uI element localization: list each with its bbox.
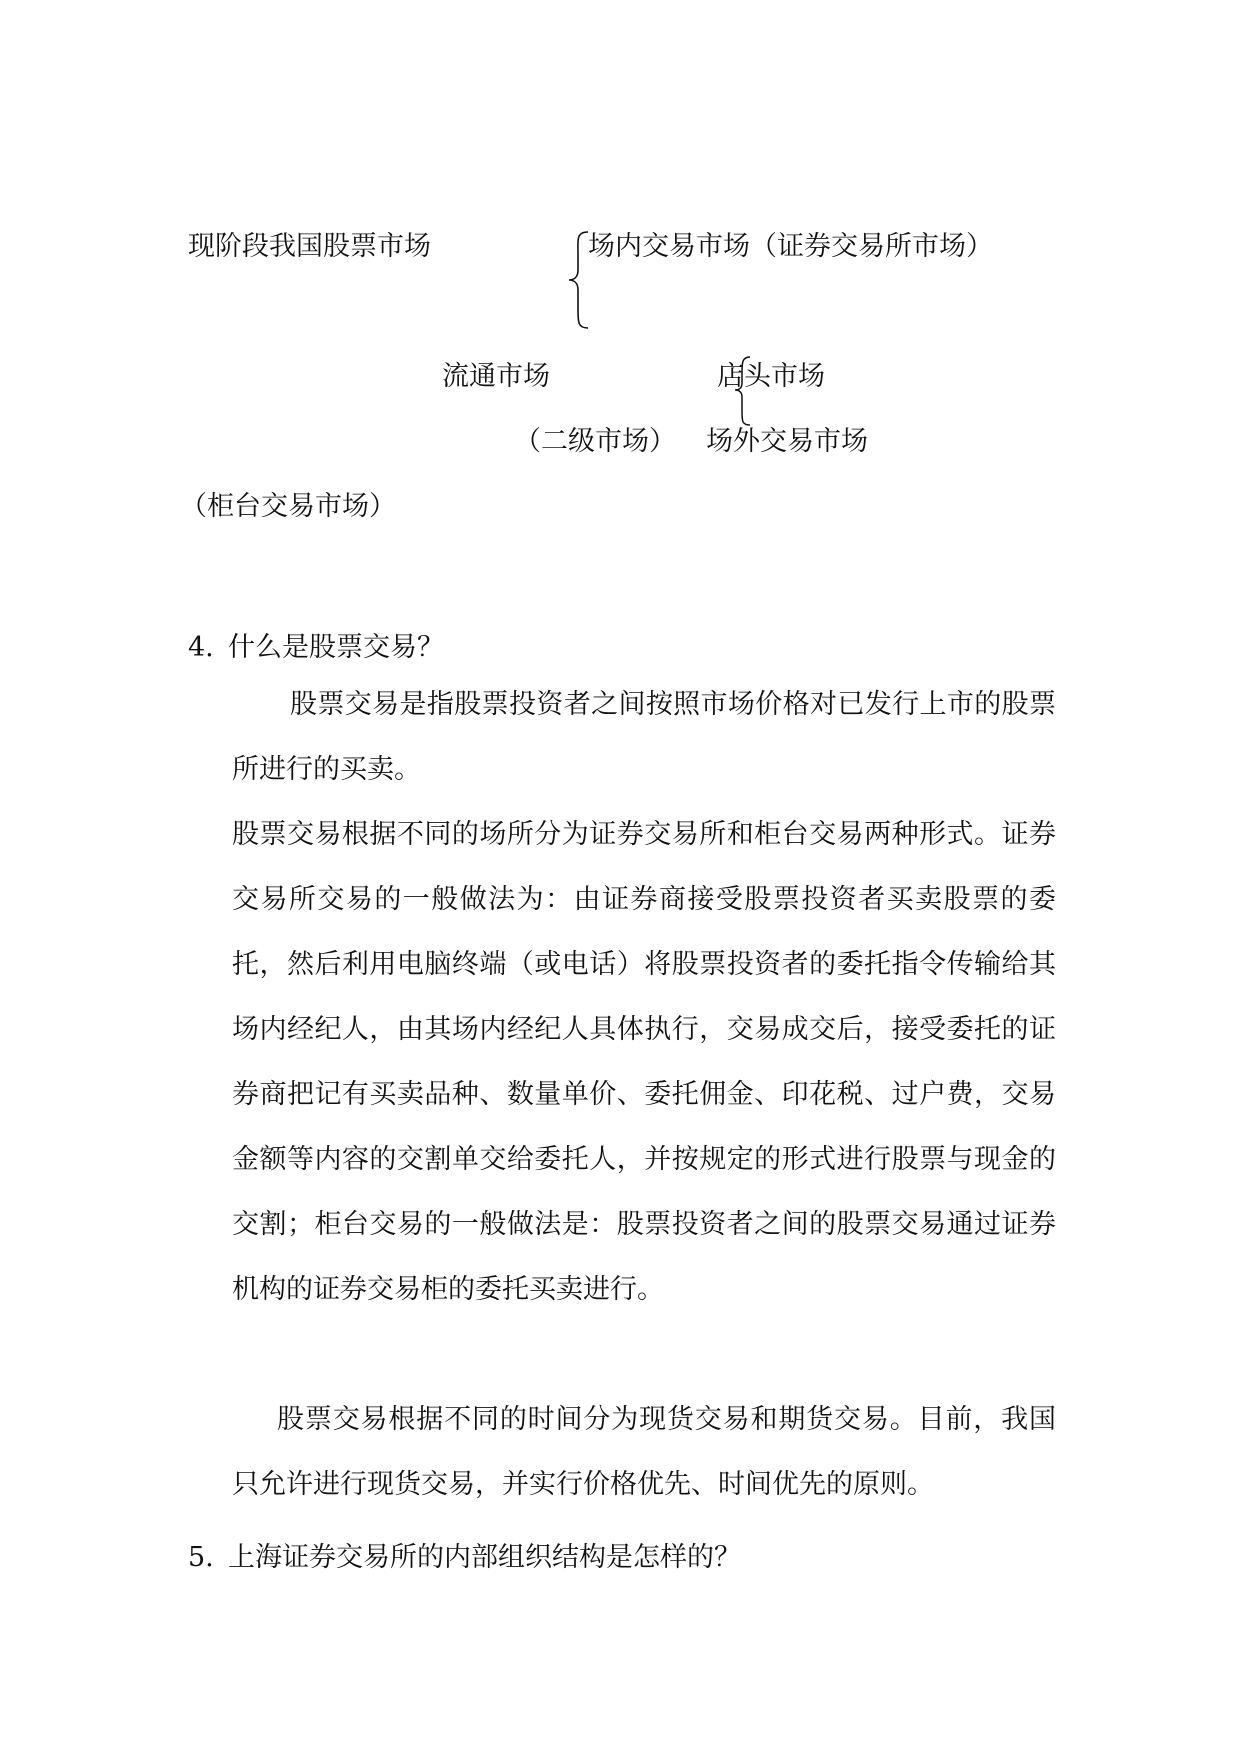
section-4-paragraph-3: 股票交易根据不同的时间分为现货交易和期货交易。目前，我国只允许进行现货交易，并实行价格优先、时间优先的原则。: [232, 1404, 1056, 1500]
diagram-secondary-market: （二级市场）: [514, 426, 676, 457]
section-5-number: 5.: [188, 1542, 214, 1573]
section-5-title: 上海证券交易所的内部组织结构是怎样的？: [228, 1542, 741, 1573]
diagram-counter-market: （柜台交易市场）: [180, 491, 396, 522]
diagram-otc-market: 场外交易市场: [706, 426, 868, 457]
diagram-shop-market: 店头市场: [717, 361, 825, 392]
small-left-brace-icon: [732, 355, 754, 427]
diagram-exchange-market: 场内交易市场（证券交易所市场）: [588, 231, 993, 262]
section-4-paragraph-1: 股票交易是指股票投资者之间按照市场价格对已发行上市的股票所进行的买卖。: [232, 689, 1056, 785]
section-4-number: 4.: [188, 632, 214, 663]
section-4-paragraph-2: 股票交易根据不同的场所分为证券交易所和柜台交易两种形式。证券交易所交易的一般做法为：由证券商接受股票投资者买卖股票的委托，然后利用电脑终端（或电话）将股票投资者的委托指令传输给其场内经纪人，由其场内经纪人具体执行，交易成交后，接受委托的证券商把记有买卖品种、数量单价、委托佣金、印花税、过户费，交易金额等内容的交割单交给委托人，并按规定的形式进行股票与现金的交割；柜台交易的一般做法是：股票投资者之间的股票交易通过证券机构的证券交易柜的委托买卖进行。: [232, 819, 1056, 1305]
diagram-root-label: 现阶段我国股票市场: [188, 231, 431, 262]
section-5-heading: [188, 1535, 741, 1574]
section-4-title: 什么是股票交易？: [228, 632, 444, 663]
diagram-circulation-market: 流通市场: [442, 361, 550, 392]
section-4-heading: [188, 625, 444, 664]
